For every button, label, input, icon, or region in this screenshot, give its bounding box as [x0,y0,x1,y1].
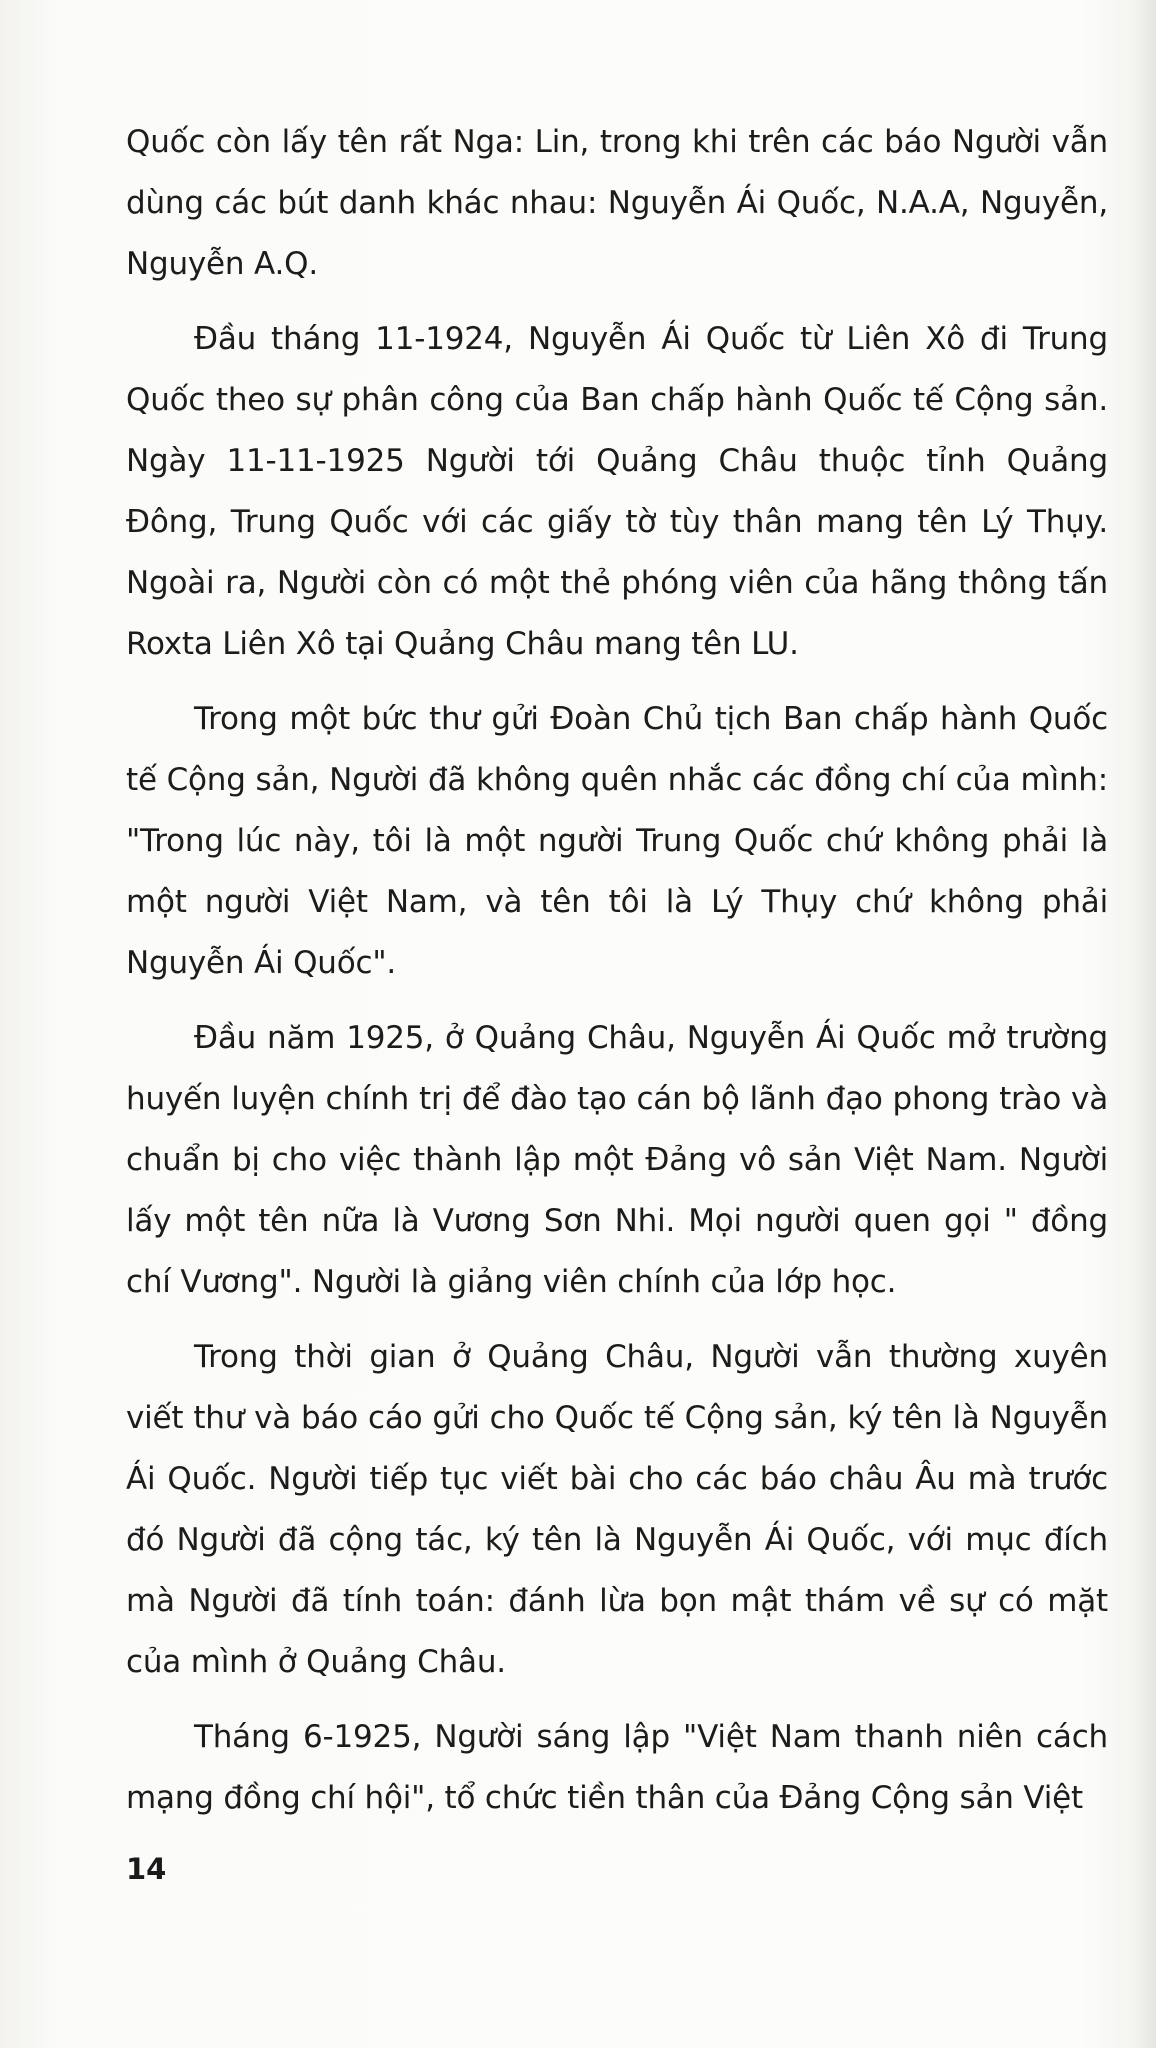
paragraph-1: Quốc còn lấy tên rất Nga: Lin, trong khi trên các báo Người vẫn dùng các bút danh khác nhau: Nguyễn Ái Quốc, N.A.A, Nguyễn, Nguyễn A.Q. [126,124,1108,282]
page-number: 14 [126,1852,167,1886]
body-text [126,112,1108,1843]
paragraph-2: Đầu tháng 11-1924, Nguyễn Ái Quốc từ Liên Xô đi Trung Quốc theo sự phân công của Ban chấp hành Quốc tế Cộng sản. Ngày 11-11-1925 Người tới Quảng Châu thuộc tỉnh Quảng Đông, Trung Quốc với các giấy tờ tùy thân mang tên Lý Thụy. Ngoài ra, Người còn có một thẻ phóng viên của hãng thông tấn Roxta Liên Xô tại Quảng Châu mang tên LU. [126,321,1108,662]
paragraph-5: Trong thời gian ở Quảng Châu, Người vẫn thường xuyên viết thư và báo cáo gửi cho Quốc tế Cộng sản, ký tên là Nguyễn Ái Quốc. Người tiếp tục viết bài cho các báo châu Âu mà trước đó Người đã cộng tác, ký tên là Nguyễn Ái Quốc, với mục đích mà Người đã tính toán: đánh lừa bọn mật thám về sự có mặt của mình ở Quảng Châu. [126,1339,1108,1680]
page-edge-shadow [1134,0,1156,2048]
paragraph-4: Đầu năm 1925, ở Quảng Châu, Nguyễn Ái Quốc mở trường huyến luyện chính trị để đào tạo cán bộ lãnh đạo phong trào và chuẩn bị cho việc thành lập một Đảng vô sản Việt Nam. Người lấy một tên nữa là Vương Sơn Nhi. Mọi người quen gọi " đồng chí Vương". Người là giảng viên chính của lớp học. [126,1020,1108,1300]
paragraph-3: Trong một bức thư gửi Đoàn Chủ tịch Ban chấp hành Quốc tế Cộng sản, Người đã không quên nhắc các đồng chí của mình: "Trong lúc này, tôi là một người Trung Quốc chứ không phải là một người Việt Nam, và tên tôi là Lý Thụy chứ không phải Nguyễn Ái Quốc". [126,701,1108,981]
paragraph-6: Tháng 6-1925, Người sáng lập "Việt Nam thanh niên cách mạng đồng chí hội", tổ chức tiền thân của Đảng Cộng sản Việt [126,1719,1108,1816]
